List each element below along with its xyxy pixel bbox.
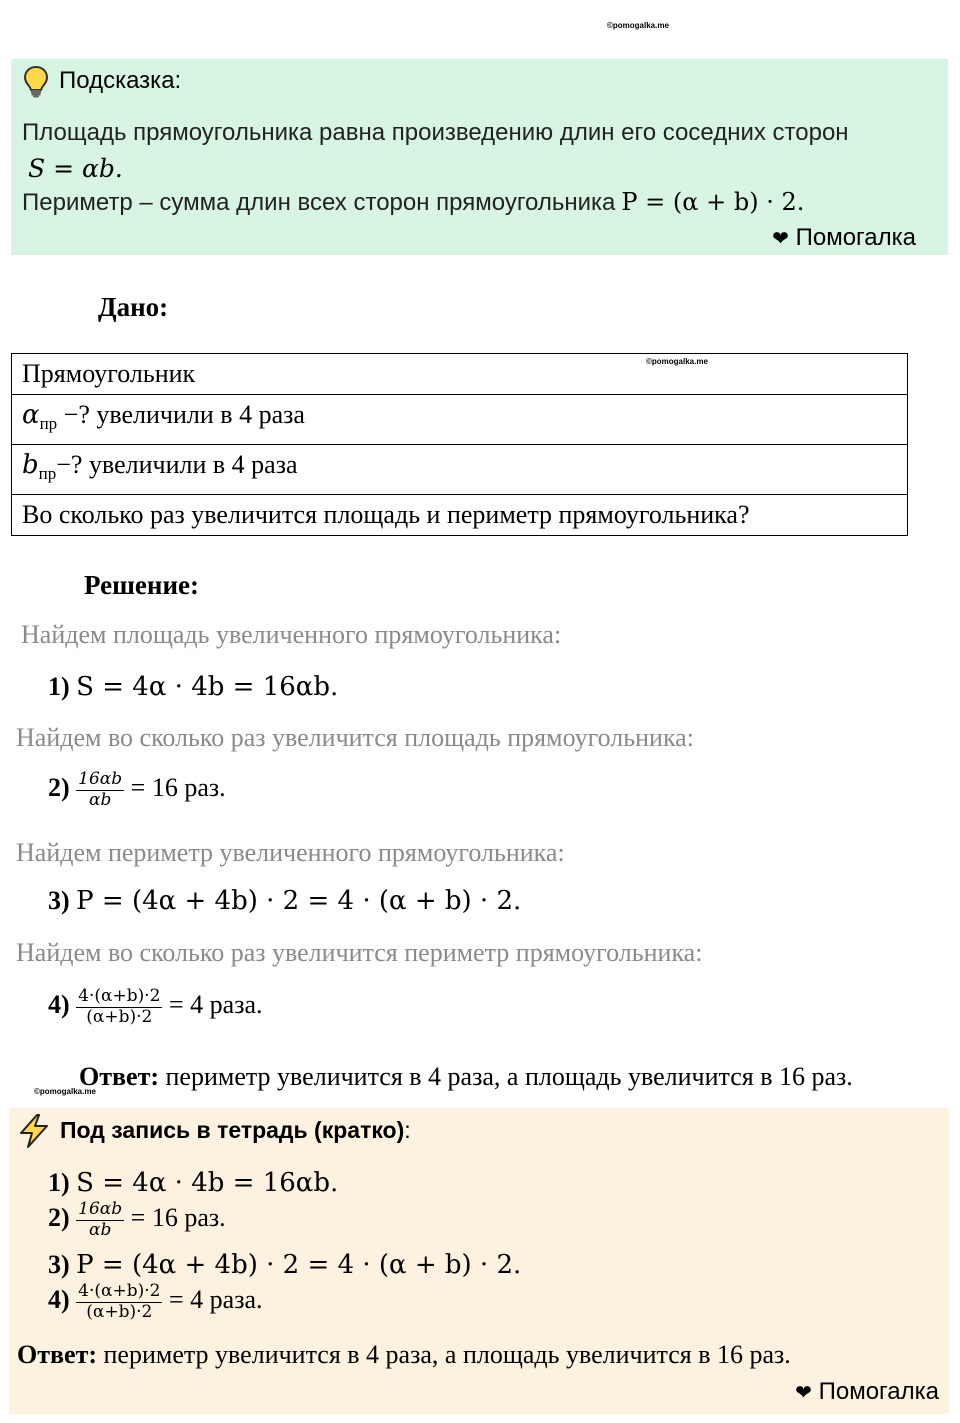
table-row [12,445,908,495]
solution-text-3: Найдем периметр увеличенного прямоугольника: [16,838,565,867]
step-2-numerator: 16αb [78,769,123,789]
step-4-result: = 4 раза. [168,990,263,1020]
brief-step-4-number: 4) [48,1285,70,1315]
hint-line-2-text: Периметр – сумма длин всех сторон прямоугольника [22,189,616,216]
brief-step-2-denominator: αb [88,1219,112,1240]
answer-text: периметр увеличится в 4 раза, а площадь увеличится в 16 раз. [165,1062,853,1091]
answer [79,1062,853,1092]
brief-step-2-numerator: 16αb [78,1199,123,1219]
given-table [11,353,908,536]
brief-step-4-numerator: 4·(α+b)·2 [78,1281,161,1301]
hint-title: Подсказка: [59,67,182,94]
given-text-1: Прямоугольник [22,359,196,388]
watermark-bottom: ©pomogalka.me [34,1087,96,1096]
given-cell-4 [12,495,908,536]
step-2-number: 2) [48,773,70,803]
step-3-formula: P = (4α + 4b) · 2 = 4 · (α + b) · 2. [76,886,522,916]
brief-title [60,1117,411,1144]
step-4-fraction [76,987,162,1027]
table-row [12,495,908,536]
solution-step-3 [48,886,521,916]
brief-step-1 [48,1168,338,1198]
given-subscript-a: пр [39,414,58,434]
step-4-denominator: (α+b)·2 [86,1006,153,1027]
watermark-top: ©pomogalka.me [607,21,669,30]
hint-line-1: Площадь прямоугольника равна произведению длин его соседних сторон [22,119,849,146]
solution-heading: Решение: [84,570,199,600]
hint-brand [772,224,916,252]
brief-brand [795,1378,939,1406]
hint-brand-label: Помогалка [795,224,916,251]
solution-text-4: Найдем во сколько раз увеличится периметр прямоугольника: [16,938,703,967]
brief-box [9,1108,949,1414]
brief-step-4-denominator: (α+b)·2 [86,1301,153,1322]
given-subscript-b: пр [38,464,57,484]
brief-step-3-formula: P = (4α + 4b) · 2 = 4 · (α + b) · 2. [76,1250,522,1280]
brief-step-2-number: 2) [48,1203,70,1233]
step-2-denominator: αb [88,789,112,810]
solution-step-2 [48,770,226,810]
given-cell-1 [12,354,908,395]
lightbulb-icon [23,65,49,104]
step-1-number: 1) [48,672,70,701]
solution-step-1 [48,672,338,702]
given-cell-2 [12,395,908,445]
hint-formula-area: S = αb. [28,154,123,183]
brief-title-text: Под запись в тетрадь (кратко) [60,1117,405,1143]
brief-title-colon: : [404,1117,411,1143]
answer-label: Ответ: [79,1062,160,1091]
step-2-result: = 16 раз. [130,773,226,803]
given-cell-3 [12,445,908,495]
brief-step-1-formula: S = 4α · 4b = 16αb. [76,1168,339,1198]
given-heading: Дано: [98,292,169,322]
table-row [12,354,908,395]
lightning-icon [17,1113,51,1154]
brief-step-4-result: = 4 раза. [168,1285,263,1315]
table-row [12,395,908,445]
brief-step-4-fraction [76,1282,162,1322]
brief-answer [17,1340,791,1370]
brief-step-3-number: 3) [48,1250,70,1279]
brief-step-2 [48,1200,226,1240]
brief-step-2-result: = 16 раз. [130,1203,226,1233]
given-text-4: Во сколько раз увеличится площадь и периметр прямоугольника? [22,500,750,530]
given-var-a: α [22,400,40,430]
watermark-table: ©pomogalka.me [646,357,708,366]
heart-icon: ❤ [772,228,789,250]
brief-answer-text: периметр увеличится в 4 раза, а площадь увеличится в 16 раз. [103,1340,791,1369]
brief-brand-label: Помогалка [818,1378,939,1405]
brief-answer-label: Ответ: [17,1340,98,1369]
step-4-number: 4) [48,990,70,1020]
solution-text-2: Найдем во сколько раз увеличится площадь прямоугольника: [16,723,694,752]
step-1-formula: S = 4α · 4b = 16αb. [76,672,339,702]
brief-step-2-fraction [76,1200,124,1240]
brief-step-4 [48,1282,263,1322]
hint-box [11,59,948,255]
hint-formula-perimeter: P = (α + b) · 2. [621,188,805,216]
step-4-numerator: 4·(α+b)·2 [78,986,161,1006]
given-text-3: −? увеличили в 4 раза [56,450,298,480]
step-2-fraction [76,770,124,810]
hint-line-2 [22,188,804,217]
solution-text-1: Найдем площадь увеличенного прямоугольника: [21,620,562,649]
given-var-b: b [22,450,39,481]
brief-step-3 [48,1250,521,1280]
heart-icon: ❤ [795,1382,812,1404]
solution-step-4 [48,987,263,1027]
given-text-2: −? увеличили в 4 раза [63,400,305,429]
brief-step-1-number: 1) [48,1168,70,1197]
step-3-number: 3) [48,886,70,915]
